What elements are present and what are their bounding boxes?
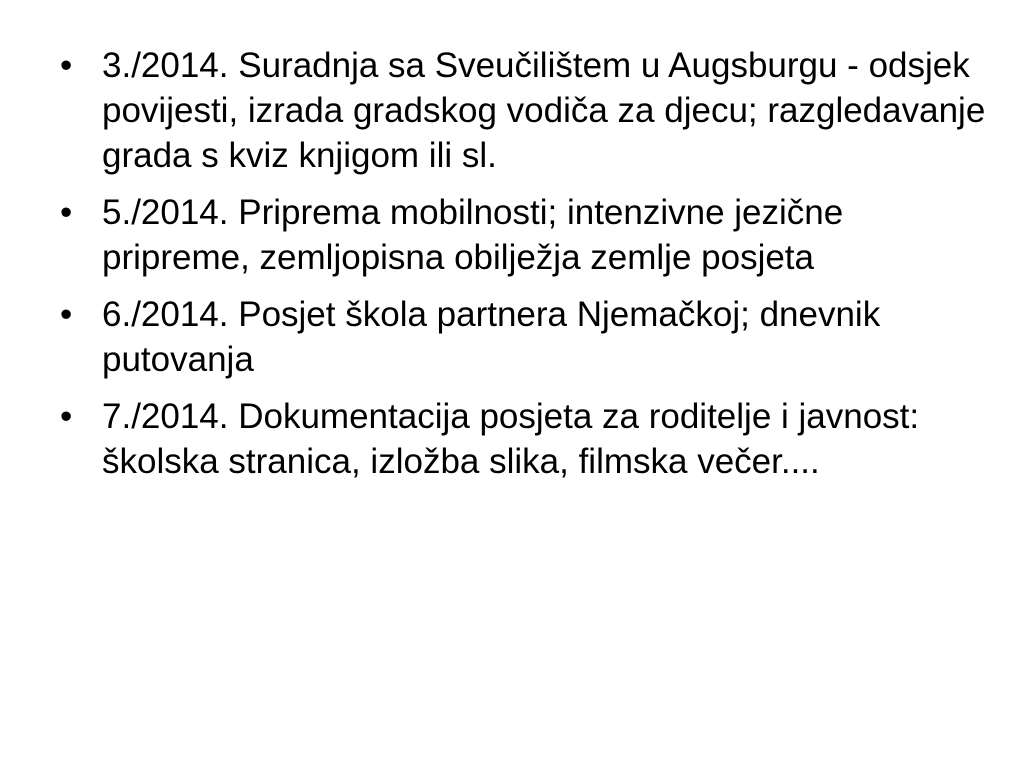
list-item-text: 3./2014. Suradnja sa Sveučilištem u Augsburgu - odsjek povijesti, izrada gradskog vodiča za djecu; razgledavanje grada s kviz knjigom ili sl.	[102, 46, 986, 175]
bullet-icon: •	[60, 193, 73, 232]
bullet-icon: •	[60, 397, 73, 436]
list-item	[58, 43, 988, 178]
list-item-text: 5./2014. Priprema mobilnosti; intenzivne jezične pripreme, zemljopisna obilježja zemlje posjeta	[102, 193, 844, 277]
list-item	[58, 190, 988, 280]
bullet-list	[58, 43, 988, 496]
list-item	[58, 292, 988, 382]
bullet-icon: •	[60, 46, 73, 85]
list-item-text: 6./2014. Posjet škola partnera Njemačkoj; dnevnik putovanja	[102, 295, 881, 379]
list-item	[58, 394, 988, 484]
bullet-icon: •	[60, 295, 73, 334]
list-item-text: 7./2014. Dokumentacija posjeta za roditelje i javnost: školska stranica, izložba slika, filmska večer....	[102, 397, 920, 481]
